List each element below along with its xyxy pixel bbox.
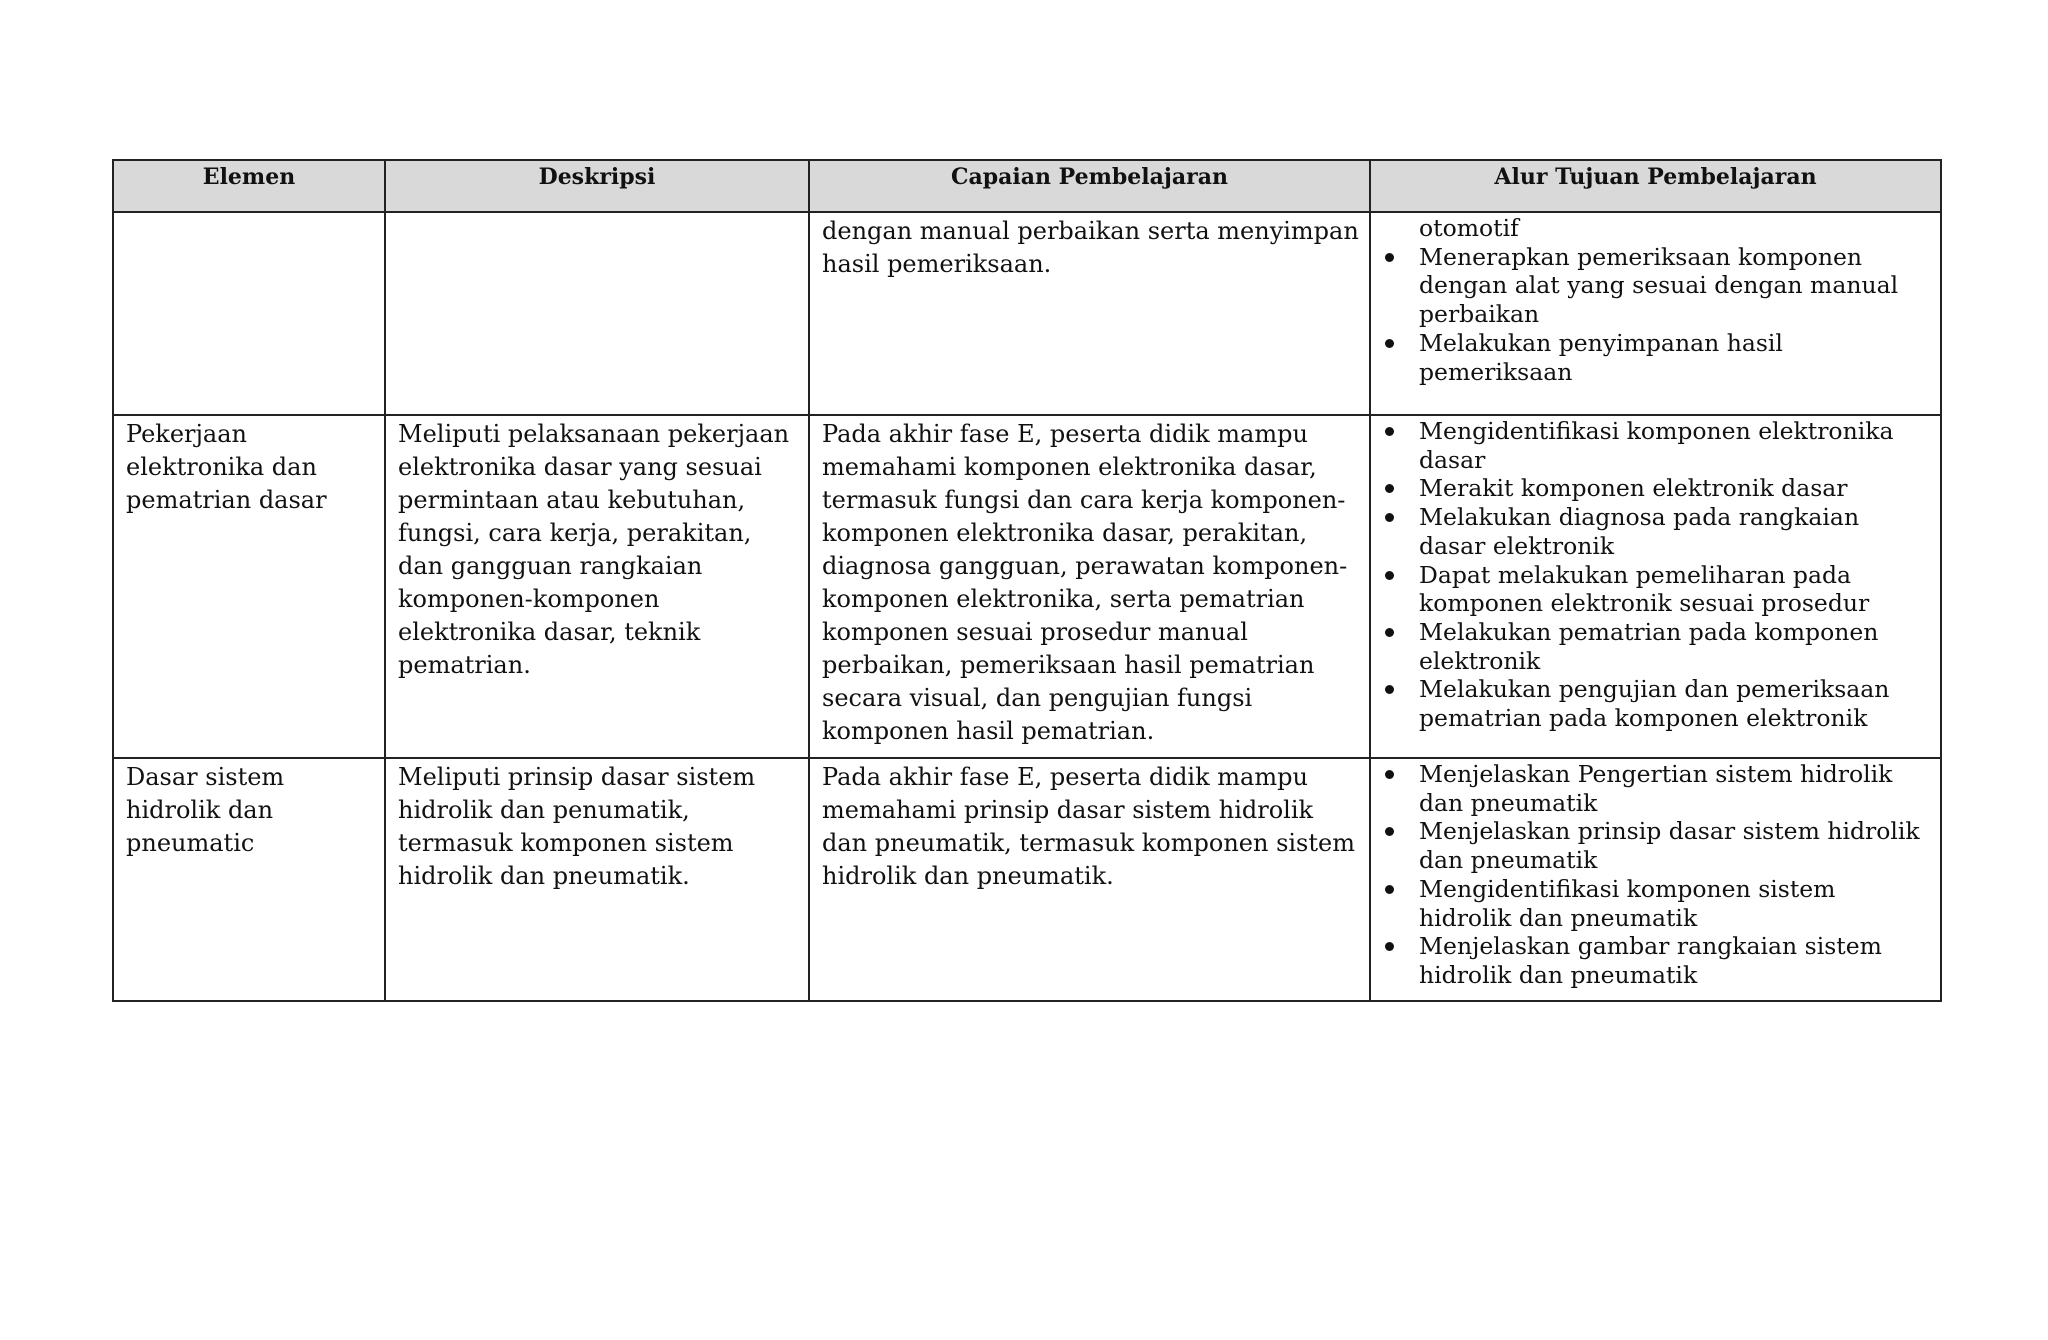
list-item-continuation: otomotif bbox=[1419, 214, 1519, 242]
list-item bbox=[1379, 932, 1932, 989]
alur-list bbox=[1379, 243, 1932, 387]
list-item bbox=[1379, 618, 1932, 675]
bullet-icon bbox=[1385, 885, 1394, 894]
cell-deskripsi: Meliputi pelaksanaan pekerjaan elektronika dasar yang sesuai permintaan atau kebutuhan, fungsi, cara kerja, perakitan, dan gangguan rangkaian komponen-komponen elektronika dasar, teknik pematrian. bbox=[385, 415, 809, 758]
bullet-icon bbox=[1385, 513, 1394, 522]
list-item-text: Melakukan penyimpanan hasil pemeriksaan bbox=[1419, 328, 1783, 386]
cell-capaian: Pada akhir fase E, peserta didik mampu memahami komponen elektronika dasar, termasuk fungsi dan cara kerja komponen-komponen elektronika dasar, perakitan, diagnosa gangguan, perawatan komponen-komponen elektronika, serta pematrian komponen sesuai prosedur manual perbaikan, pemeriksaan hasil pematrian secara visual, dan pengujian fungsi komponen hasil pematrian. bbox=[809, 415, 1370, 758]
cell-elemen: Dasar sistem hidrolik dan pneumatic bbox=[113, 758, 385, 1001]
bullet-icon bbox=[1385, 427, 1394, 436]
table-row bbox=[113, 415, 1941, 758]
bullet-icon bbox=[1385, 484, 1394, 493]
list-item bbox=[1379, 417, 1932, 474]
cell-elemen: Pekerjaan elektronika dan pematrian dasar bbox=[113, 415, 385, 758]
list-item bbox=[1379, 474, 1932, 503]
table-row bbox=[113, 758, 1941, 1001]
list-item bbox=[1379, 329, 1932, 386]
list-item-text: Menjelaskan prinsip dasar sistem hidrolik dan pneumatik bbox=[1419, 817, 1920, 875]
cell-capaian: Pada akhir fase E, peserta didik mampu memahami prinsip dasar sistem hidrolik dan pneumatik, termasuk komponen sistem hidrolik dan pneumatik. bbox=[809, 758, 1370, 1001]
list-item-text: Mengidentifikasi komponen elektronika dasar bbox=[1419, 417, 1894, 474]
bullet-icon bbox=[1385, 770, 1394, 779]
cell-alur bbox=[1370, 758, 1941, 1001]
cell-capaian: dengan manual perbaikan serta menyimpan hasil pemeriksaan. bbox=[809, 212, 1370, 415]
table-row bbox=[113, 212, 1941, 415]
list-item bbox=[1379, 675, 1932, 732]
list-item bbox=[1379, 243, 1932, 329]
bullet-icon bbox=[1385, 339, 1394, 348]
header-capaian-pembelajaran: Capaian Pembelajaran bbox=[809, 160, 1370, 212]
bullet-icon bbox=[1385, 942, 1394, 951]
list-item-text: Merakit komponen elektronik dasar bbox=[1419, 474, 1848, 503]
bullet-icon bbox=[1385, 827, 1394, 836]
cell-alur bbox=[1370, 415, 1941, 758]
list-item-text: Melakukan pematrian pada komponen elektronik bbox=[1419, 617, 1879, 675]
list-item-text: Melakukan diagnosa pada rangkaian dasar elektronik bbox=[1419, 503, 1860, 560]
bullet-icon bbox=[1385, 685, 1394, 694]
list-item bbox=[1379, 561, 1932, 618]
bullet-icon bbox=[1385, 628, 1394, 637]
list-item bbox=[1379, 503, 1932, 560]
list-item bbox=[1379, 760, 1932, 817]
bullet-icon bbox=[1385, 253, 1394, 262]
header-deskripsi: Deskripsi bbox=[385, 160, 809, 212]
table-header-row bbox=[113, 160, 1941, 212]
list-item-text: Dapat melakukan pemeliharan pada komponen elektronik sesuai prosedur bbox=[1419, 560, 1870, 618]
list-item bbox=[1379, 875, 1932, 932]
list-item bbox=[1379, 817, 1932, 874]
capaian-pembelajaran-table bbox=[112, 159, 1942, 1002]
alur-list bbox=[1379, 417, 1932, 733]
bullet-icon bbox=[1385, 571, 1394, 580]
cell-elemen bbox=[113, 212, 385, 415]
list-item-text: Mengidentifikasi komponen sistem hidrolik dan pneumatik bbox=[1419, 874, 1836, 932]
cell-deskripsi bbox=[385, 212, 809, 415]
alur-list bbox=[1379, 760, 1932, 990]
list-item-text: Menjelaskan Pengertian sistem hidrolik dan pneumatik bbox=[1419, 760, 1893, 817]
header-alur-tujuan-pembelajaran: Alur Tujuan Pembelajaran bbox=[1370, 160, 1941, 212]
header-elemen: Elemen bbox=[113, 160, 385, 212]
list-item-text: Melakukan pengujian dan pemeriksaan pematrian pada komponen elektronik bbox=[1419, 675, 1890, 733]
list-item-text: Menjelaskan gambar rangkaian sistem hidrolik dan pneumatik bbox=[1419, 932, 1882, 989]
cell-alur bbox=[1370, 212, 1941, 415]
cell-deskripsi: Meliputi prinsip dasar sistem hidrolik dan penumatik, termasuk komponen sistem hidrolik dan pneumatik. bbox=[385, 758, 809, 1001]
list-item-text: Menerapkan pemeriksaan komponen dengan alat yang sesuai dengan manual perbaikan bbox=[1419, 242, 1899, 329]
